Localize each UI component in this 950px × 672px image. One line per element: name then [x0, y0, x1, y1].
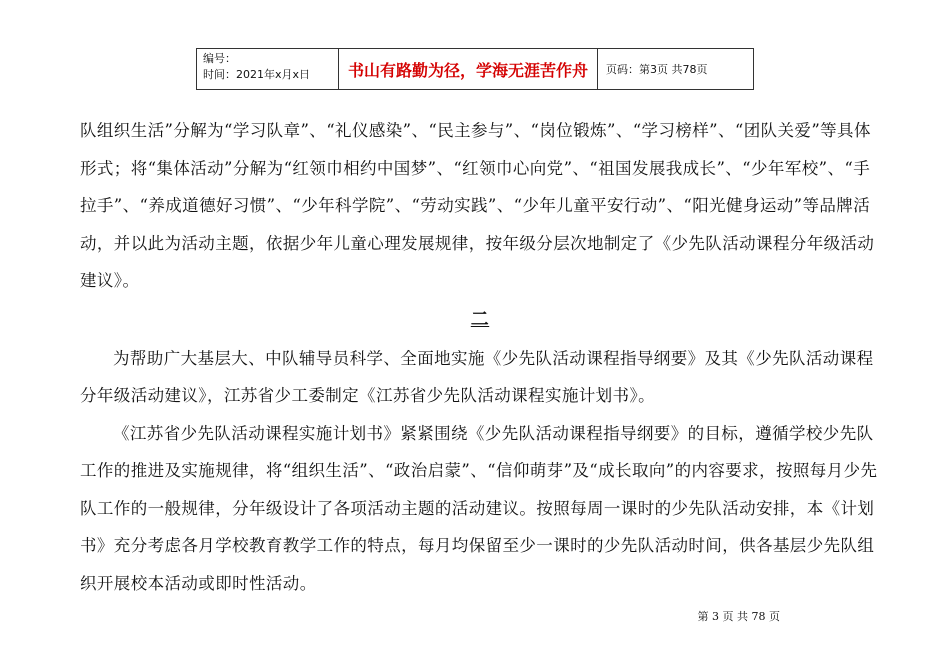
document-body [80, 112, 880, 602]
section-mark: 二 [470, 308, 490, 330]
page-header [196, 48, 754, 90]
paragraph-3: 《江苏省少先队活动课程实施计划书》紧紧围绕《少先队活动课程指导纲要》的目标，遵循学校少先队工作的推进及实施规律，将“组织生活”、“政治启蒙”、“信仰萌芽”及“成长取向”的内容要求，按照每月少先队工作的一般规律，分年级设计了各项活动主题的活动建议。按照每周一课时的少先队活动安排，本《计划书》充分考虑各月学校教育教学工作的特点，每月均保留至少一课时的少先队活动时间，供各基层少先队组织开展校本活动或即时性活动。 [80, 423, 878, 593]
paragraph-2: 为帮助广大基层大、中队辅导员科学、全面地实施《少先队活动课程指导纲要》及其《少先队活动课程分年级活动建议》，江苏省少工委制定《江苏省少先队活动课程实施计划书》。 [80, 348, 874, 405]
page-footer: 第 3 页 共 78 页 [697, 610, 780, 623]
header-motto: 书山有路勤为径，学海无涯苦作舟 [339, 49, 598, 89]
paragraph-1: 队组织生活”分解为“学习队章”、“礼仪感染”、“民主参与”、“岗位锻炼”、“学习榜样”、“团队关爱”等具体形式；将“集体活动”分解为“红领巾相约中国梦”、“红领巾心向党”、“祖国发展我成长”、“少年军校”、“手拉手”、“养成道德好习惯”、“少年科学院”、“劳动实践”、“少年儿童平安行动”、“阳光健身运动”等品牌活动，并以此为活动主题，依据少年儿童心理发展规律，按年级分层次地制定了《少先队活动课程分年级活动建议》。 [80, 121, 875, 290]
number-label: 编号： [203, 52, 236, 65]
header-page-info: 页码：第3页 共78页 [606, 63, 708, 76]
header-meta [197, 49, 339, 89]
time-label: 时间：2021年x月x日 [203, 68, 311, 81]
